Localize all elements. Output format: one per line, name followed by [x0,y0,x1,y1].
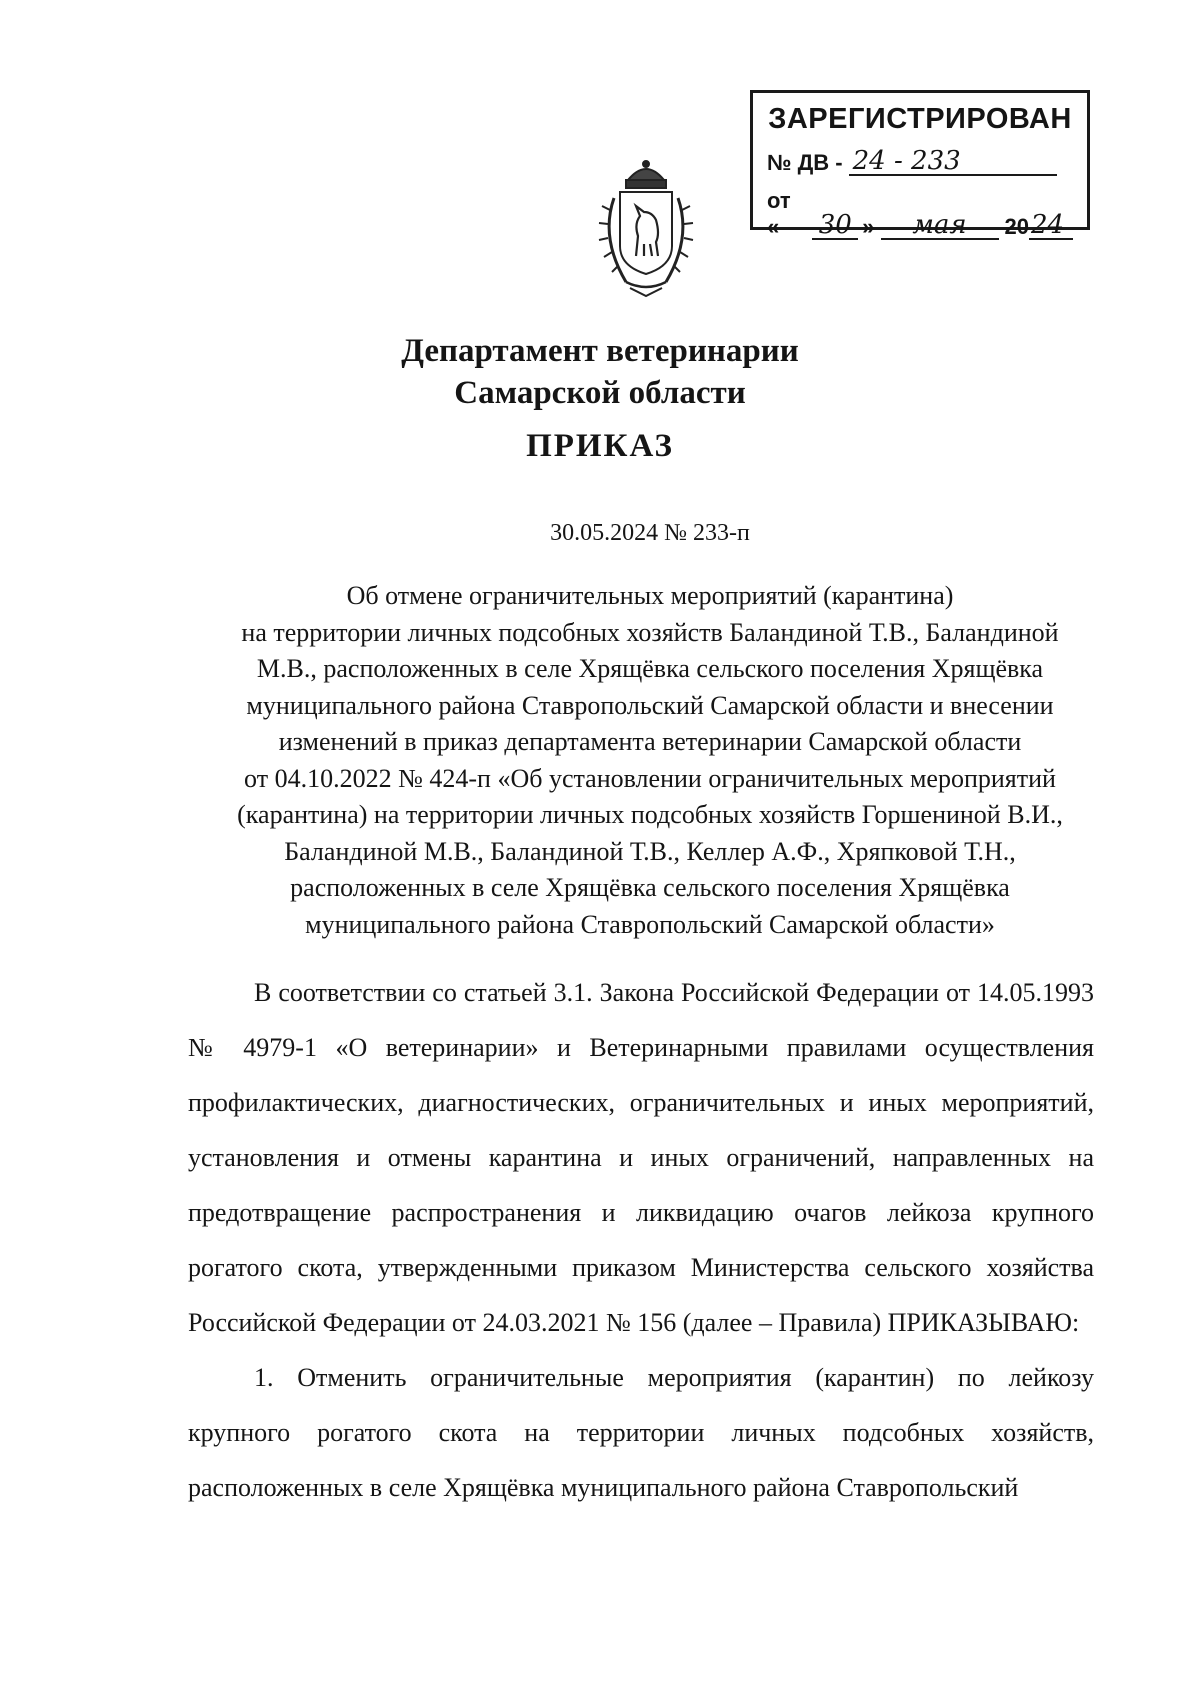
coat-of-arms-icon [586,158,706,298]
document-type: ПРИКАЗ [526,428,674,464]
subject-line: Об отмене ограничительных мероприятий (карантина) [346,581,954,610]
stamp-date-line [767,188,1073,240]
document-subject [160,578,1140,943]
body-paragraph: В соответствии со статьей 3.1. Закона Российской Федерации от 14.05.1993 № 4979-1 «О ветеринарии» и Ветеринарными правилами осуществления профилактических, диагностических, ограничительных и иных мероприятий, установления и отмены карантина и иных ограничений, направленных на предотвращение распространения и ликвидацию очагов лейкоза крупного рогатого скота, утвержденными приказом Министерства сельского хозяйства Российской Федерации от 24.03.2021 № 156 (далее – Правила) ПРИКАЗЫВАЮ: [188,978,1094,1337]
registration-stamp [750,90,1090,240]
stamp-title: ЗАРЕГИСТРИРОВАН [768,103,1072,135]
subject-line: на территории личных подсобных хозяйств Баландиной Т.В., Баландиной [241,617,1059,647]
subject-line: (карантина) на территории личных подсобных хозяйств Горшениной В.И., [237,800,1063,829]
subject-line: муниципального района Ставропольский Самарской области» [305,909,995,939]
stamp-number-line [767,148,1073,176]
stamp-year-prefix: 20 [1004,214,1029,239]
stamp-date-day: 30 [812,212,858,240]
document-body [188,965,1094,1515]
subject-line: от 04.10.2022 № 424-п «Об установлении ограничительных мероприятий [244,763,1056,793]
org-line-2: Самарской области [454,375,746,411]
subject-line: Баландиной М.В., Баландиной Т.В., Келлер А.Ф., Хряпковой Т.Н., [284,836,1016,866]
document-date-number: 30.05.2024 № 233-п [550,520,750,546]
stamp-year-value: 24 [1029,212,1073,240]
stamp-number-label: № ДВ - [767,150,843,175]
stamp-number-value: 24 - 233 [849,148,1057,176]
organization-title [0,330,1200,414]
subject-line: изменений в приказ департамента ветеринарии Самарской области [278,727,1022,756]
subject-line: М.В., расположенных в селе Хрящёвка сельского поселения Хрящёвка [256,654,1044,683]
stamp-date-sep: » [862,214,875,239]
stamp-date-prefix: от « [767,188,791,239]
org-line-1: Департамент ветеринарии [401,333,799,369]
stamp-date-month: мая [881,212,999,240]
subject-line: муниципального района Ставропольский Самарской области и внесении [246,690,1054,720]
body-paragraph: 1. Отменить ограничительные мероприятия (карантин) по лейкозу крупного рогатого скота на территории личных подсобных хозяйств, расположенных в селе Хрящёвка муниципального района Ставропольский [188,1363,1094,1502]
subject-line: расположенных в селе Хрящёвка сельского поселения Хрящёвка [290,873,1010,902]
